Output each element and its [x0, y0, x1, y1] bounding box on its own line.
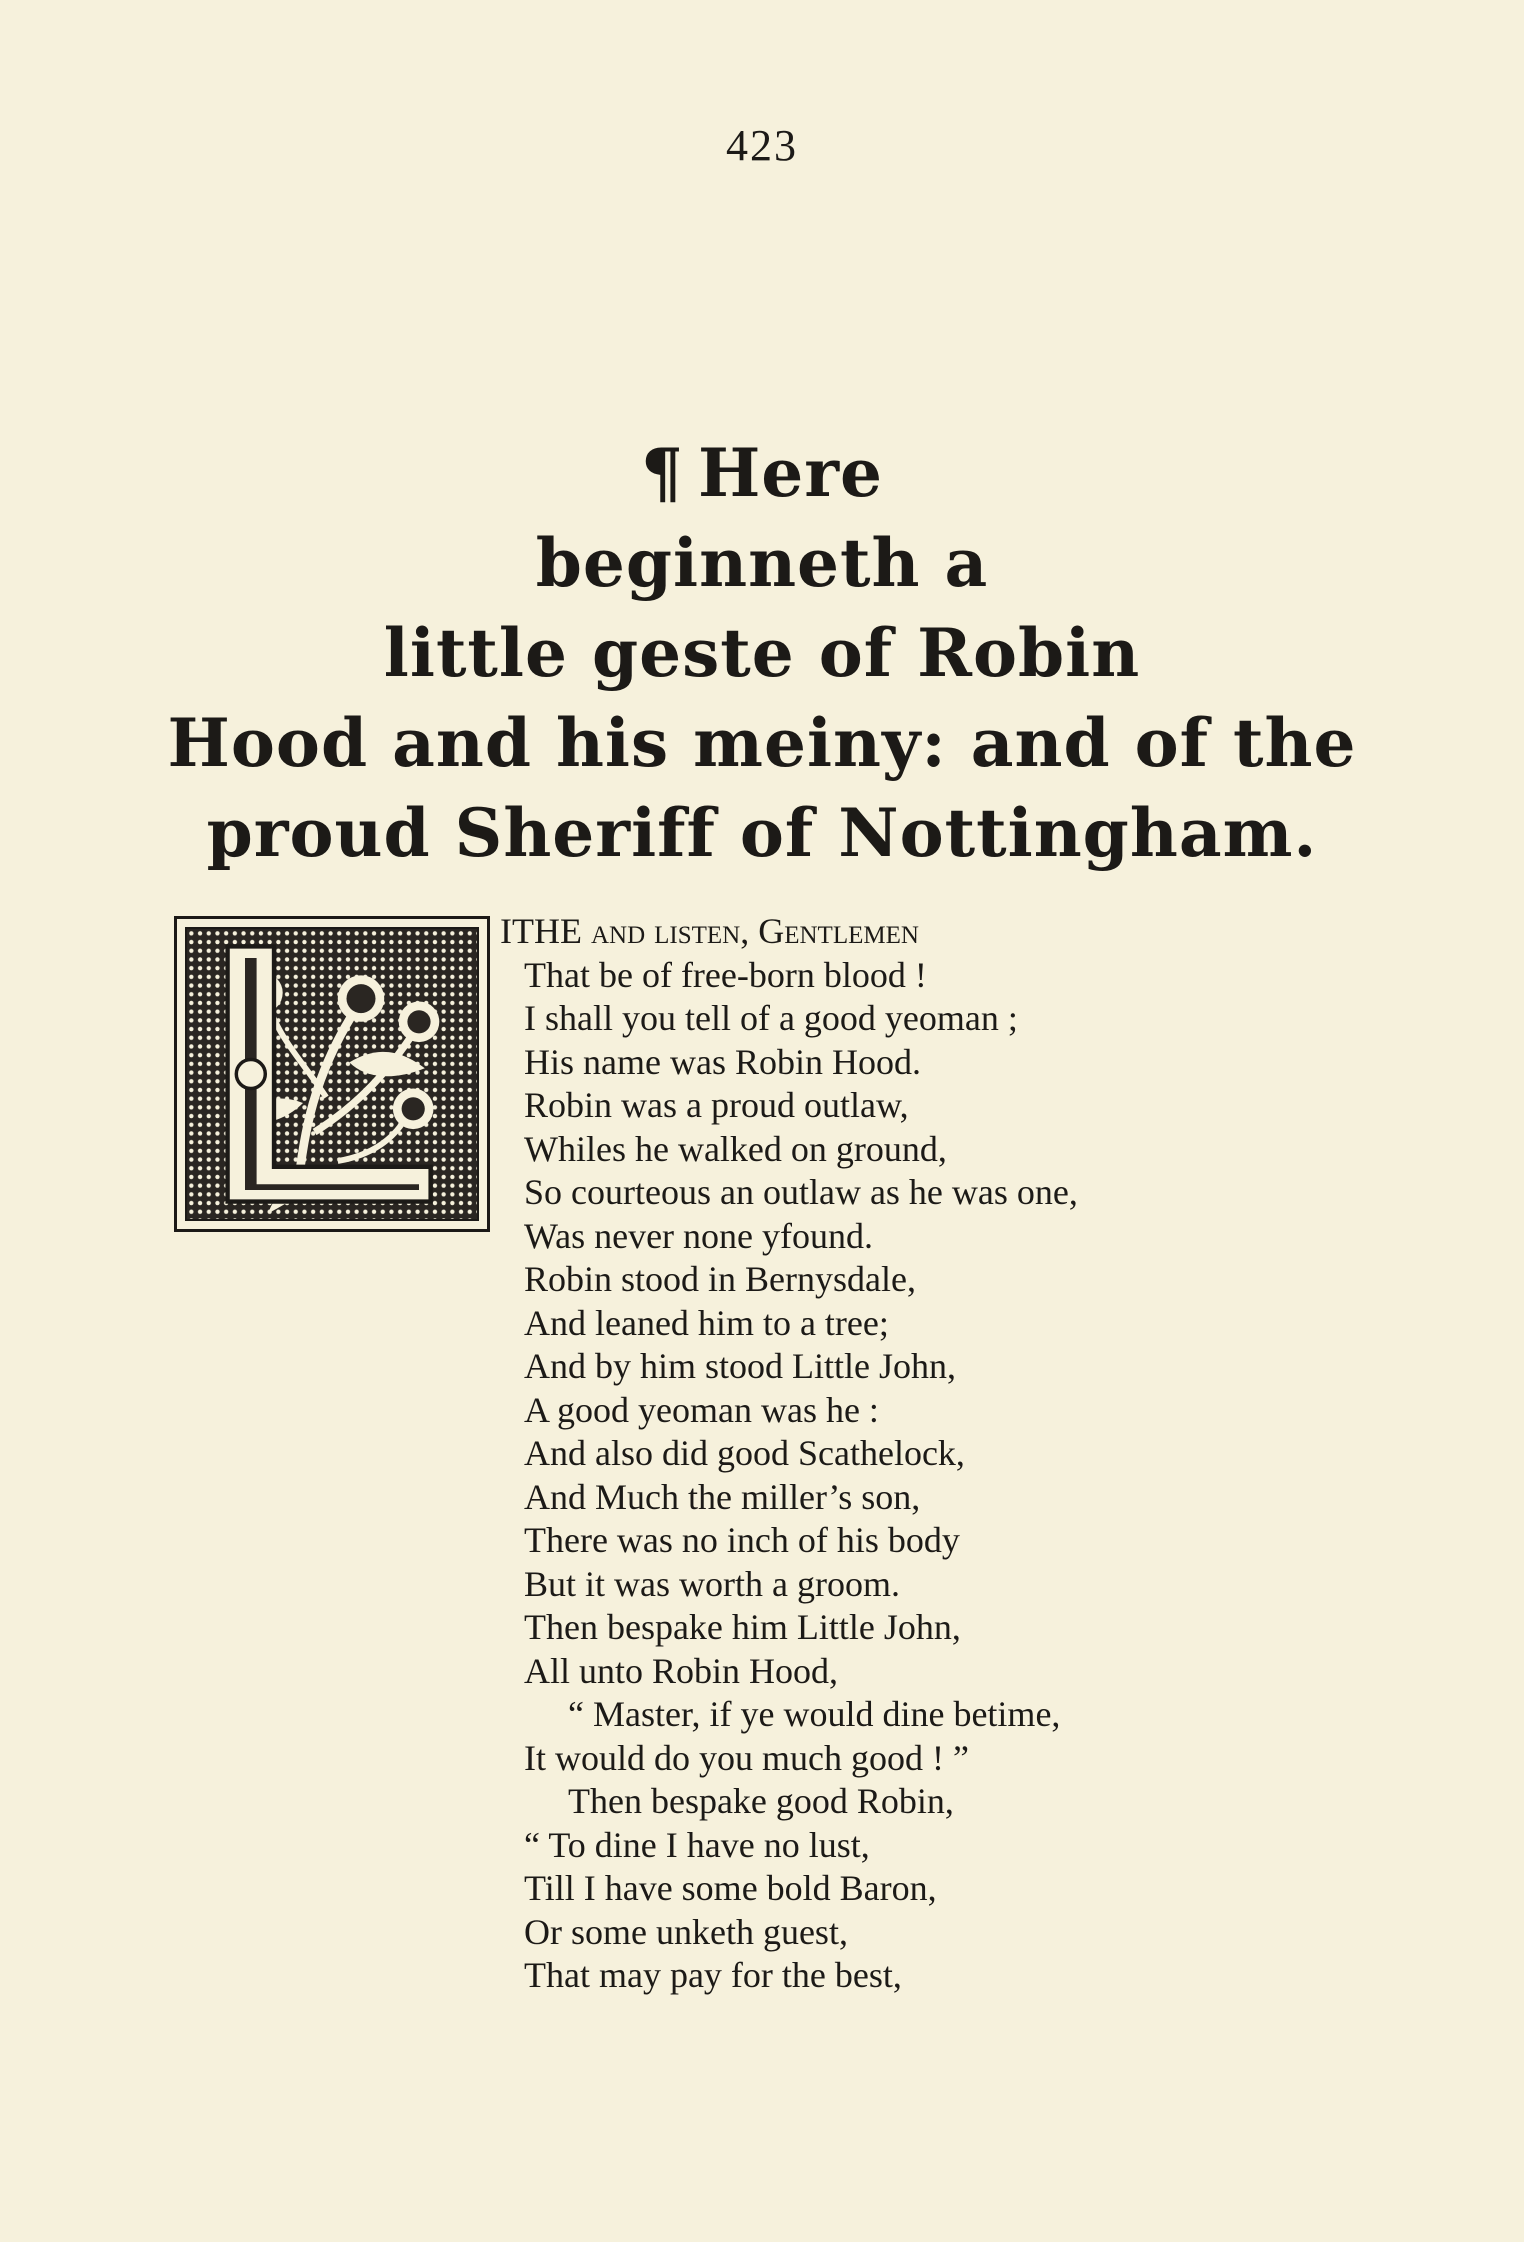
verse-line: That be of free-born blood !	[524, 954, 927, 995]
verse-line: And leaned him to a tree;	[524, 1302, 889, 1343]
verse-line: There was no inch of his body	[524, 1520, 960, 1560]
verse-line: And by him stood Little John,	[524, 1346, 956, 1386]
verse-line: Robin was a proud outlaw,	[524, 1085, 909, 1125]
verse-line: It would do you much good ! ”	[524, 1737, 969, 1778]
verse-line: Was never none yfound.	[524, 1215, 873, 1256]
verse-line: Then bespake good Robin,	[568, 1781, 954, 1821]
verse-line	[500, 1041, 1400, 1085]
title-line-4: Hood and his meiny: and of the	[167, 704, 1357, 782]
verse-line-text: His name was Robin Hood.	[524, 1041, 921, 1082]
verse-line: Robin stood in Bernysdale,	[524, 1259, 916, 1299]
pilcrow-icon: ¶	[640, 434, 684, 512]
verse-line: So courteous an outlaw as he was one,	[524, 1172, 1078, 1212]
verse-line: A good yeoman was he :	[524, 1389, 879, 1430]
page-number: 423	[726, 121, 798, 170]
verse-line: And also did good Scathelock,	[524, 1433, 965, 1473]
title-line-1: ¶ Here	[0, 428, 1524, 518]
verse-line-text: ITHE and listen, Gentlemen	[500, 911, 919, 951]
verse-line: Then bespake him Little John,	[524, 1607, 961, 1647]
verse-line: “ To dine I have no lust,	[524, 1824, 870, 1865]
verse-line: And Much the miller’s son,	[524, 1476, 921, 1517]
thistle-initial-icon	[187, 929, 477, 1219]
verse-line: All unto Robin Hood,	[524, 1650, 839, 1691]
title-line-5: proud Sheriff of Nottingham.	[206, 794, 1318, 872]
drop-cap-ornament	[174, 916, 490, 1232]
verse-line: But it was worth a groom.	[524, 1563, 900, 1604]
verse-line: Whiles he walked on ground,	[524, 1128, 947, 1169]
title-line-3: little geste of Robin	[383, 614, 1141, 692]
verse-line	[500, 910, 1400, 954]
title-line-2: beginneth a	[535, 524, 989, 602]
verse-line: Till I have some bold Baron,	[524, 1868, 937, 1908]
verse-line: That may pay for the best,	[524, 1955, 902, 1995]
title-block	[0, 428, 1524, 878]
verse-body	[500, 910, 1400, 1998]
drop-cap-frame	[185, 927, 479, 1221]
verse-line: “ Master, if ye would dine betime,	[568, 1694, 1061, 1734]
verse-line: Or some unketh guest,	[524, 1911, 848, 1952]
verse-line: I shall you tell of a good yeoman ;	[524, 998, 1018, 1038]
